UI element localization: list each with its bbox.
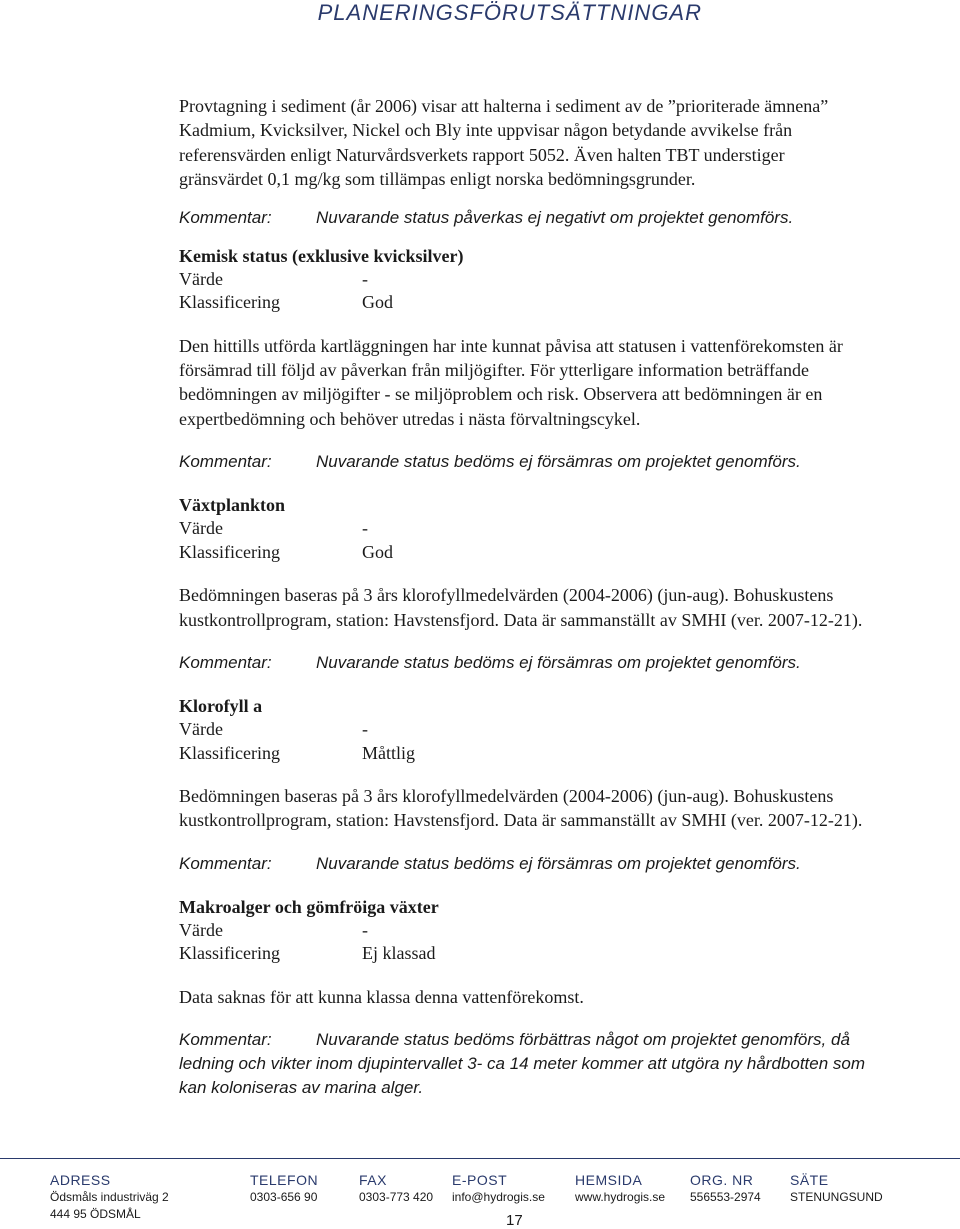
classification-value: God bbox=[362, 292, 393, 313]
classification-row bbox=[179, 291, 869, 315]
value-text: - bbox=[362, 268, 368, 289]
web-label: HEMSIDA bbox=[575, 1172, 643, 1188]
comment-label: Kommentar: bbox=[179, 653, 272, 673]
page-number: 17 bbox=[506, 1212, 523, 1229]
section-comment bbox=[179, 852, 869, 876]
classification-label: Klassificering bbox=[179, 943, 280, 964]
comment-text: Nuvarande status påverkas ej negativt om projektet genomförs. bbox=[316, 207, 794, 227]
seat-value: STENUNGSUND bbox=[790, 1190, 883, 1204]
value-label: Värde bbox=[179, 518, 223, 539]
intro-paragraph: Provtagning i sediment (år 2006) visar att halterna i sediment av de ”prioriterade ämnena” Kadmium, Kvicksilver, Nickel och Bly inte uppvisar någon betydande avvikelse från referensvärden enligt Naturvårdsverkets rapport 5052. Även halten TBT understiger gränsvärdet 0,1 mg/kg som tillämpas enligt norska bedömningsgrunder. bbox=[179, 96, 829, 190]
value-text: - bbox=[362, 719, 368, 740]
page-title: PLANERINGSFÖRUTSÄTTNINGAR bbox=[317, 0, 702, 25]
value-label: Värde bbox=[179, 268, 223, 289]
section-heading: Kemisk status (exklusive kvicksilver) bbox=[179, 245, 464, 266]
value-row bbox=[179, 517, 869, 541]
value-row bbox=[179, 718, 869, 742]
main-content bbox=[179, 94, 869, 1100]
classification-row bbox=[179, 942, 869, 966]
footer-web bbox=[575, 1171, 665, 1206]
section-heading: Växtplankton bbox=[179, 495, 286, 516]
intro-comment bbox=[179, 206, 869, 230]
section-vaxtplankton bbox=[179, 493, 869, 694]
comment-text: Nuvarande status bedöms ej försämras om projektet genomförs. bbox=[316, 653, 801, 673]
email-label: E-POST bbox=[452, 1172, 508, 1188]
address-line1: Ödsmåls industriväg 2 bbox=[50, 1190, 169, 1204]
section-body: Bedömningen baseras på 3 års klorofyllmedelvärden (2004-2006) (jun-aug). Bohuskustens kustkontrollprogram, station: Havstensfjord. Data är sammanställt av SMHI (ver. 2007-12-21). bbox=[179, 786, 863, 831]
section-body: Bedömningen baseras på 3 års klorofyllmedelvärden (2004-2006) (jun-aug). Bohuskustens kustkontrollprogram, station: Havstensfjord. Data är sammanställt av SMHI (ver. 2007-12-21). bbox=[179, 585, 863, 630]
classification-row bbox=[179, 742, 869, 766]
classification-value: God bbox=[362, 541, 393, 562]
email-link[interactable]: info@hydrogis.se bbox=[452, 1190, 545, 1204]
classification-row bbox=[179, 541, 869, 565]
comment-label: Kommentar: bbox=[179, 207, 272, 227]
comment-text: Nuvarande status bedöms ej försämras om projektet genomförs. bbox=[316, 452, 801, 472]
section-comment bbox=[179, 1028, 869, 1100]
comment-label: Kommentar: bbox=[179, 853, 272, 873]
section-comment bbox=[179, 651, 869, 675]
fax-value: 0303-773 420 bbox=[359, 1190, 434, 1204]
value-label: Värde bbox=[179, 719, 223, 740]
value-row bbox=[179, 268, 869, 292]
classification-label: Klassificering bbox=[179, 742, 280, 763]
comment-text: Nuvarande status bedöms ej försämras om projektet genomförs. bbox=[316, 853, 801, 873]
footer-seat bbox=[790, 1171, 883, 1206]
section-heading: Makroalger och gömfröiga växter bbox=[179, 896, 439, 917]
address-label: ADRESS bbox=[50, 1172, 111, 1188]
classification-label: Klassificering bbox=[179, 541, 280, 562]
section-kemisk-status bbox=[179, 244, 869, 494]
section-body: Den hittills utförda kartläggningen har inte kunnat påvisa att statusen i vattenförekomsten är försämrad till följd av påverkan från miljögifter. För ytterligare information beträffande bedömningen av miljögifter - se miljöproblem och risk. Observera att bedömningen är en expertbedömning och behöver utredas i nästa förvaltningscykel. bbox=[179, 335, 843, 429]
value-text: - bbox=[362, 919, 368, 940]
org-value: 556553-2974 bbox=[690, 1190, 761, 1204]
section-body: Data saknas för att kunna klassa denna vattenförekomst. bbox=[179, 986, 584, 1007]
footer-phone bbox=[250, 1171, 318, 1206]
footer-email bbox=[452, 1171, 545, 1206]
footer-divider bbox=[0, 1158, 960, 1159]
section-klorofyll-a bbox=[179, 694, 869, 895]
page-header bbox=[0, 0, 960, 36]
org-label: ORG. NR bbox=[690, 1172, 754, 1188]
section-heading: Klorofyll a bbox=[179, 696, 263, 717]
fax-label: FAX bbox=[359, 1172, 387, 1188]
comment-text: Nuvarande status bedöms förbättras något om projektet genomförs, då ledning och vikter inom djupintervallet 3- ca 14 meter kommer att utgöra ny hårdbotten som kan koloniseras av marina alger. bbox=[179, 1030, 866, 1098]
value-label: Värde bbox=[179, 919, 223, 940]
classification-value: Ej klassad bbox=[362, 943, 436, 964]
footer-org bbox=[690, 1171, 761, 1206]
value-text: - bbox=[362, 518, 368, 539]
classification-label: Klassificering bbox=[179, 292, 280, 313]
value-row bbox=[179, 919, 869, 943]
web-link[interactable]: www.hydrogis.se bbox=[575, 1190, 666, 1204]
phone-label: TELEFON bbox=[250, 1172, 319, 1188]
comment-label: Kommentar: bbox=[179, 452, 272, 472]
comment-label: Kommentar: bbox=[179, 1030, 272, 1050]
footer-fax bbox=[359, 1171, 433, 1206]
address-line2: 444 95 ÖDSMÅL bbox=[50, 1207, 141, 1221]
footer-address bbox=[50, 1171, 169, 1223]
section-makroalger bbox=[179, 895, 869, 1100]
phone-value: 0303-656 90 bbox=[250, 1190, 318, 1204]
section-comment bbox=[179, 450, 869, 474]
classification-value: Måttlig bbox=[362, 742, 415, 763]
seat-label: SÄTE bbox=[790, 1172, 829, 1188]
